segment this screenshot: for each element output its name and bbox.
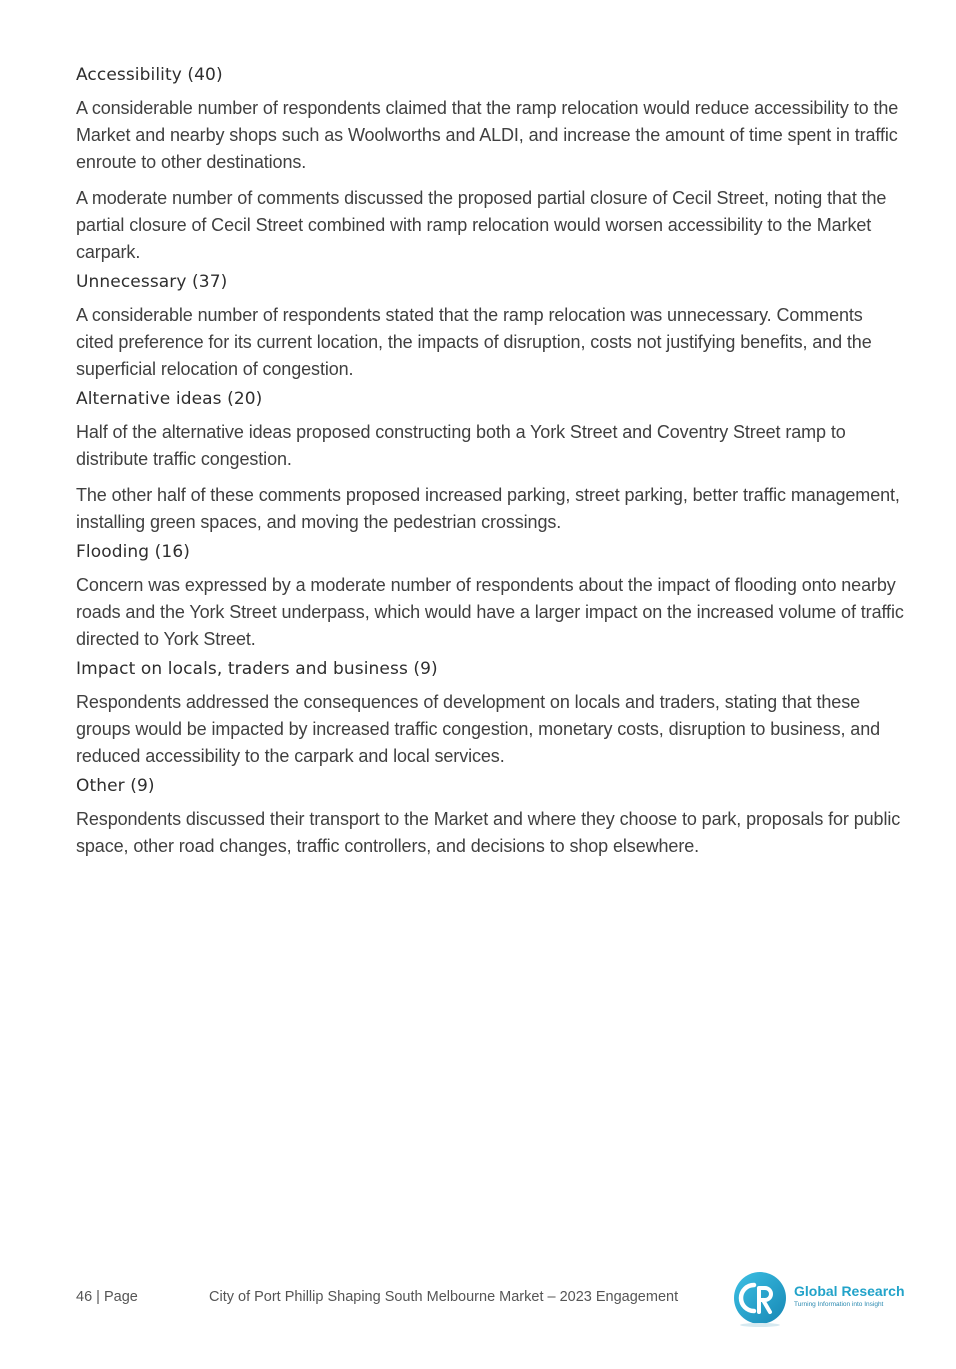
paragraph: Respondents discussed their transport to the Market and where they choose to park, proposals for public space, other road changes, traffic controllers, and decisions to shop elsewhere. — [76, 809, 901, 856]
global-research-logo — [733, 1271, 913, 1337]
paragraph: A considerable number of respondents stated that the ramp relocation was unnecessary. Comments cited preference for its current location, the impacts of disruption, costs not justifying benefits, and the superficial relocation of congestion. — [76, 305, 872, 379]
paragraph: The other half of these comments proposed increased parking, street parking, better traffic management, installing green spaces, and moving the pedestrian crossings. — [76, 485, 900, 532]
paragraph: A moderate number of comments discussed the proposed partial closure of Cecil Street, noting that the partial closure of Cecil Street combined with ramp relocation would worsen accessibility to the Market carpark. — [76, 188, 887, 262]
document-title: City of Port Phillip Shaping South Melbourne Market – 2023 Engagement — [209, 1289, 679, 1305]
paragraph: Half of the alternative ideas proposed constructing both a York Street and Coventry Street ramp to distribute traffic congestion. — [76, 422, 846, 469]
logo-name: Global Research — [794, 1283, 905, 1299]
document-body — [76, 62, 904, 869]
section-accessibility — [76, 62, 904, 266]
paragraph: Concern was expressed by a moderate number of respondents about the impact of flooding onto nearby roads and the York Street underpass, which would have a larger impact on the increased volume of traffic directed to York Street. — [76, 575, 904, 649]
page-footer — [76, 1283, 906, 1343]
global-research-logo-icon — [733, 1271, 789, 1327]
paragraph: Respondents addressed the consequences of development on locals and traders, stating that these groups would be impacted by increased traffic congestion, monetary costs, disruption to business, and reduced accessibility to the carpark and local services. — [76, 692, 881, 766]
logo-tagline: Turning Information into Insight — [794, 1301, 884, 1308]
section-alternative-ideas — [76, 386, 904, 536]
section-heading: Alternative ideas (20) — [76, 389, 263, 409]
section-heading: Unnecessary (37) — [76, 272, 228, 292]
section-heading: Other (9) — [76, 776, 155, 796]
section-other — [76, 773, 904, 860]
page-number: 46 | Page — [76, 1289, 138, 1305]
section-heading: Impact on locals, traders and business (9) — [76, 659, 438, 679]
section-impact-locals — [76, 656, 904, 770]
section-unnecessary — [76, 269, 904, 383]
section-heading: Flooding (16) — [76, 542, 190, 562]
section-flooding — [76, 539, 904, 653]
section-heading: Accessibility (40) — [76, 65, 223, 85]
paragraph: A considerable number of respondents claimed that the ramp relocation would reduce accessibility to the Market and nearby shops such as Woolworths and ALDI, and increase the amount of time spent in traffic enroute to other destinations. — [76, 98, 899, 172]
